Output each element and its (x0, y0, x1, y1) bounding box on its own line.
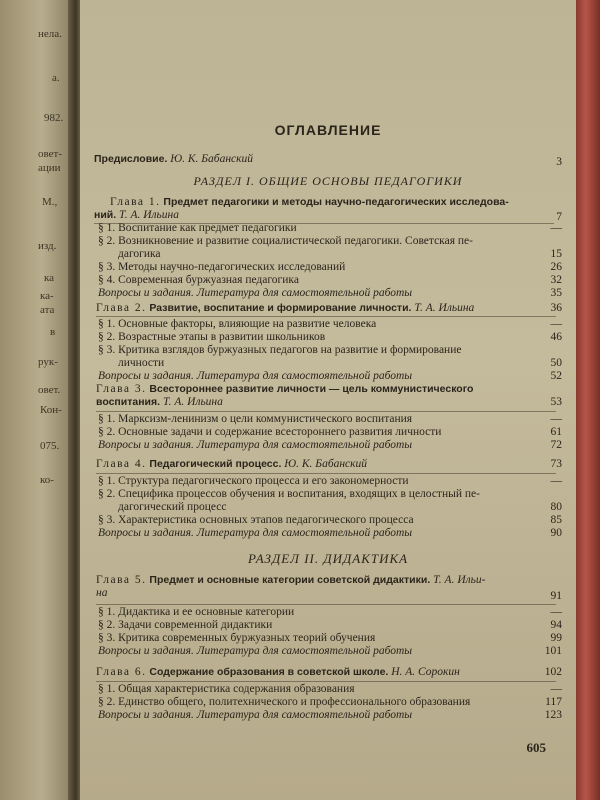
left-page-fragment: а. (52, 72, 60, 84)
chapter3-label: Глава 3. (96, 383, 147, 395)
left-page-fragment: ата (40, 304, 55, 316)
chapter5-author-cont: на (96, 587, 108, 599)
toc-item-page: 85 (550, 514, 562, 526)
chapter5-label: Глава 5. (96, 574, 147, 586)
chapter2-author: Т. А. Ильина (414, 302, 475, 314)
preface-page: 3 (556, 156, 562, 168)
chapter3-heading (96, 383, 473, 396)
toc-item: § 1. Воспитание как предмет педагогики (98, 222, 297, 234)
chapter6-heading (96, 666, 460, 679)
divider (96, 681, 556, 682)
questions-line: Вопросы и задания. Литература для самостоятельной работы (98, 370, 413, 382)
chapter5-title: Предмет и основные категории советской дидактики. (149, 574, 431, 586)
toc-item: § 3. Методы научно-педагогических исследований (98, 261, 346, 273)
left-page-fragment: ка (44, 272, 55, 284)
divider (96, 604, 556, 605)
toc-item: § 3. Критика взглядов буржуазных педагогов на развитие и формирование (98, 344, 462, 356)
left-page-fragment: 075. (40, 440, 60, 452)
left-page-fragment: ко- (40, 474, 54, 486)
chapter5-author: Т. А. Ильи- (433, 574, 486, 586)
toc-item: § 2. Единство общего, политехнического и профессионального образования (98, 696, 471, 708)
chapter6-page: 102 (544, 666, 562, 678)
left-page-fragment: Кон- (40, 404, 62, 416)
chapter3-title: Всестороннее развитие личности — цель коммунистического (149, 383, 474, 395)
chapter4-label: Глава 4. (96, 458, 147, 470)
left-page-fragment: овет. (38, 384, 61, 396)
toc-item-page: 94 (550, 619, 562, 631)
preface-label: Предисловие. (94, 153, 168, 165)
chapter4-title: Педагогический процесс. (149, 458, 282, 470)
divider (96, 473, 556, 474)
chapter3-author: Т. А. Ильина (162, 396, 223, 408)
toc-item-page: — (550, 606, 562, 618)
questions-page: 123 (544, 709, 562, 721)
toc-item: § 2. Специфика процессов обучения и воспитания, входящих в целостный пе- (98, 488, 480, 500)
toc-item: § 2. Основные задачи и содержание всестороннего развития личности (98, 426, 442, 438)
chapter4-author: Ю. К. Бабанский (284, 458, 368, 470)
chapter2-label: Глава 2. (96, 302, 147, 314)
chapter1-heading-cont (94, 209, 179, 222)
divider (96, 316, 556, 317)
chapter6-title: Содержание образования в советской школе. (149, 666, 389, 678)
chapter3-title-cont: воспитания. (96, 396, 161, 408)
questions-line: Вопросы и задания. Литература для самостоятельной работы (98, 439, 413, 451)
toc-item: § 3. Характеристика основных этапов педагогического процесса (98, 514, 414, 526)
toc-item-page: 26 (550, 261, 562, 273)
toc-item-page: 50 (550, 357, 562, 369)
chapter2-page: 36 (550, 302, 562, 314)
questions-line: Вопросы и задания. Литература для самостоятельной работы (98, 645, 413, 657)
chapter4-page: 73 (550, 458, 562, 470)
preface-author: Ю. К. Бабанский (170, 153, 254, 165)
toc-item-page: — (550, 413, 562, 425)
chapter6-label: Глава 6. (96, 666, 147, 678)
chapter5-page: 91 (550, 590, 562, 602)
toc-item: § 1. Дидактика и ее основные категории (98, 606, 295, 618)
left-page-fragment: М., (42, 196, 58, 208)
chapter1-author: Т. А. Ильина (119, 209, 180, 221)
toc-page (80, 0, 576, 800)
toc-item-page: — (550, 318, 562, 330)
questions-page: 72 (550, 439, 562, 451)
toc-item-page: 80 (550, 501, 562, 513)
toc-item: § 3. Критика современных буржуазных теорий обучения (98, 632, 376, 644)
preface-entry (94, 153, 253, 166)
left-page-fragment: изд. (38, 240, 57, 252)
toc-item: § 2. Задачи современной дидактики (98, 619, 273, 631)
toc-item: § 2. Возрастные этапы в развитии школьников (98, 331, 326, 343)
left-page-fragment: нела. (38, 28, 62, 40)
chapter6-author: Н. А. Сорокин (391, 666, 460, 678)
toc-item: § 2. Возникновение и развитие социалистической педагогики. Советская пе- (98, 235, 473, 247)
toc-item-page: 99 (550, 632, 562, 644)
chapter1-label: Глава 1. (110, 196, 161, 208)
toc-item-page: 15 (550, 248, 562, 260)
page-number: 605 (526, 740, 546, 755)
toc-item: § 4. Современная буржуазная педагогика (98, 274, 299, 286)
toc-item: § 1. Структура педагогического процесса и его закономерности (98, 475, 409, 487)
questions-page: 52 (550, 370, 562, 382)
chapter1-title: Предмет педагогики и методы научно-педагогических исследова- (163, 196, 509, 208)
questions-page: 35 (550, 287, 562, 299)
book-cover-edge (576, 0, 600, 800)
toc-item-cont: дагогический процесс (118, 501, 227, 513)
toc-title: ОГЛАВЛЕНИЕ (274, 122, 382, 138)
toc-item-page: 61 (550, 426, 562, 438)
left-page-fragment: 982. (44, 112, 64, 124)
toc-item: § 1. Общая характеристика содержания образования (98, 683, 355, 695)
chapter1-title-cont: ний. (94, 209, 117, 221)
left-page-fragment: в (50, 326, 56, 338)
divider (96, 411, 556, 412)
chapter5-heading (96, 574, 485, 587)
questions-line: Вопросы и задания. Литература для самостоятельной работы (98, 287, 413, 299)
left-page-edge (0, 0, 70, 800)
left-page-fragment: ации (38, 162, 61, 174)
toc-item-page: 46 (550, 331, 562, 343)
toc-item-page: 32 (550, 274, 562, 286)
section1-heading: РАЗДЕЛ I. ОБЩИЕ ОСНОВЫ ПЕДАГОГИКИ (193, 174, 463, 188)
toc-item-page: — (550, 222, 562, 234)
toc-item-cont: личности (118, 357, 165, 369)
chapter4-heading (96, 458, 367, 471)
questions-page: 90 (550, 527, 562, 539)
chapter2-title: Развитие, воспитание и формирование личности. (149, 302, 412, 314)
questions-line: Вопросы и задания. Литература для самостоятельной работы (98, 709, 413, 721)
questions-page: 101 (544, 645, 562, 657)
chapter1-page: 7 (556, 211, 562, 223)
toc-item-page: 117 (545, 696, 562, 708)
toc-item-cont: дагогика (118, 248, 161, 260)
questions-line: Вопросы и задания. Литература для самостоятельной работы (98, 527, 413, 539)
chapter2-heading (96, 302, 474, 315)
toc-item-page: — (550, 475, 562, 487)
chapter1-heading (110, 196, 509, 209)
toc-item: § 1. Марксизм-ленинизм о цели коммунистического воспитания (98, 413, 413, 425)
toc-item: § 1. Основные факторы, влияющие на развитие человека (98, 318, 377, 330)
left-page-fragment: ка- (40, 290, 54, 302)
chapter3-page: 53 (550, 396, 562, 408)
toc-item-page: — (550, 683, 562, 695)
left-page-fragment: рук- (38, 356, 58, 368)
section2-heading: РАЗДЕЛ II. ДИДАКТИКА (247, 551, 409, 566)
chapter3-heading-cont (96, 396, 223, 409)
left-page-fragment: овет- (38, 148, 62, 160)
